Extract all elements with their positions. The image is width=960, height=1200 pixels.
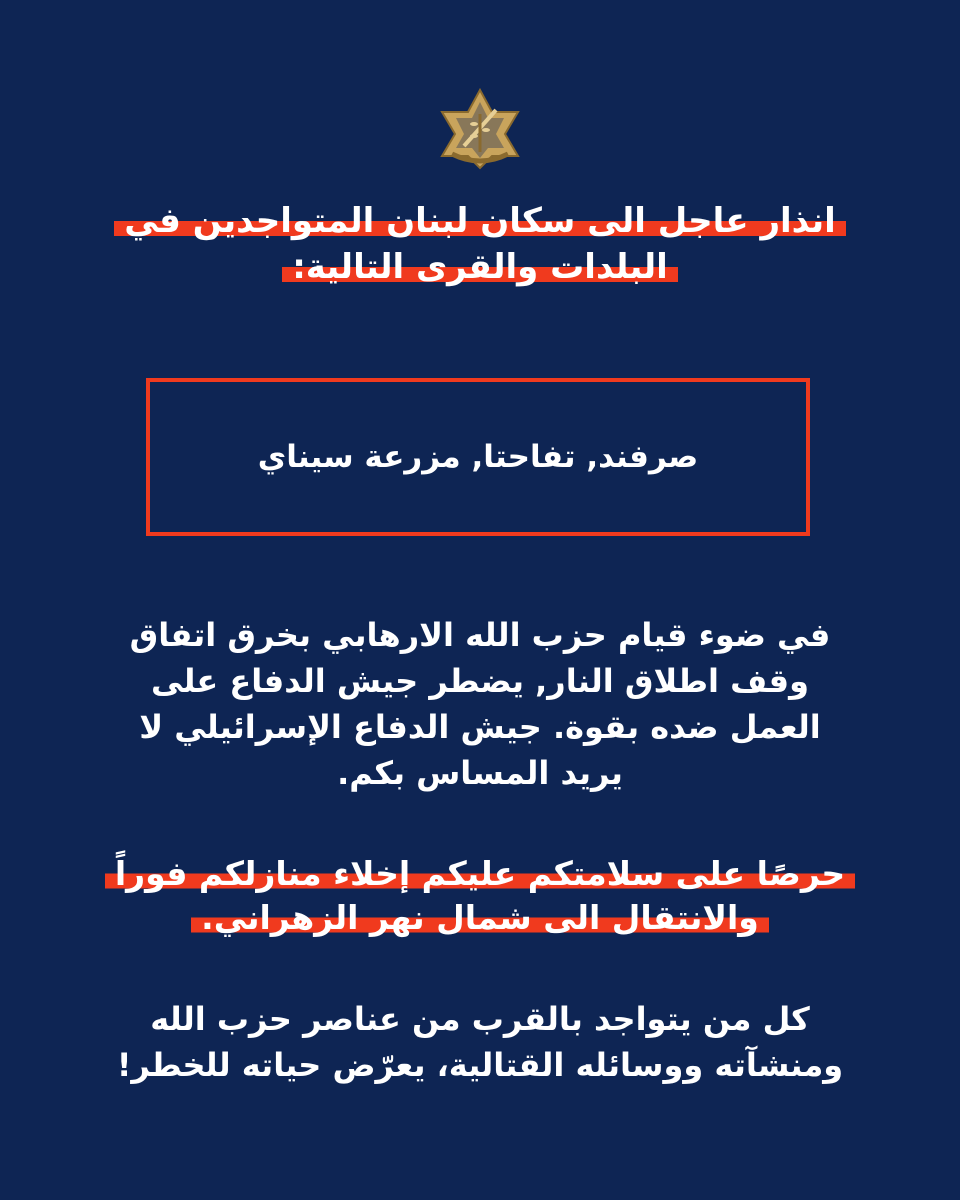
paragraph-line: كل من يتواجد بالقرب من عناصر حزب الله [150, 1000, 810, 1038]
paragraph-danger [80, 996, 880, 1088]
headline-line-2: البلدات والقرى التالية: [282, 247, 678, 287]
paragraph-line: العمل ضده بقوة. جيش الدفاع الإسرائيلي لا [139, 708, 821, 746]
paragraph-evacuation [80, 852, 880, 940]
evacuation-line-2: والانتقال الى شمال نهر الزهراني. [191, 898, 769, 937]
villages-list: صرفند, تفاحتا, مزرعة سيناي [257, 439, 699, 475]
paragraph-line: وقف اطلاق النار, يضطر جيش الدفاع على [150, 662, 810, 700]
headline [80, 198, 880, 290]
villages-box [146, 378, 810, 536]
idf-emblem-icon [436, 88, 524, 170]
paragraph-ceasefire [80, 612, 880, 796]
paragraph-line: يريد المساس بكم. [337, 754, 623, 792]
evacuation-line-1: حرصًا على سلامتكم عليكم إخلاء منازلكم فوراً [105, 854, 855, 893]
headline-line-1: انذار عاجل الى سكان لبنان المتواجدين في [114, 201, 846, 241]
paragraph-line: في ضوء قيام حزب الله الارهابي بخرق اتفاق [129, 616, 831, 654]
paragraph-line: ومنشآته ووسائله القتالية، يعرّض حياته للخطر! [116, 1046, 844, 1084]
